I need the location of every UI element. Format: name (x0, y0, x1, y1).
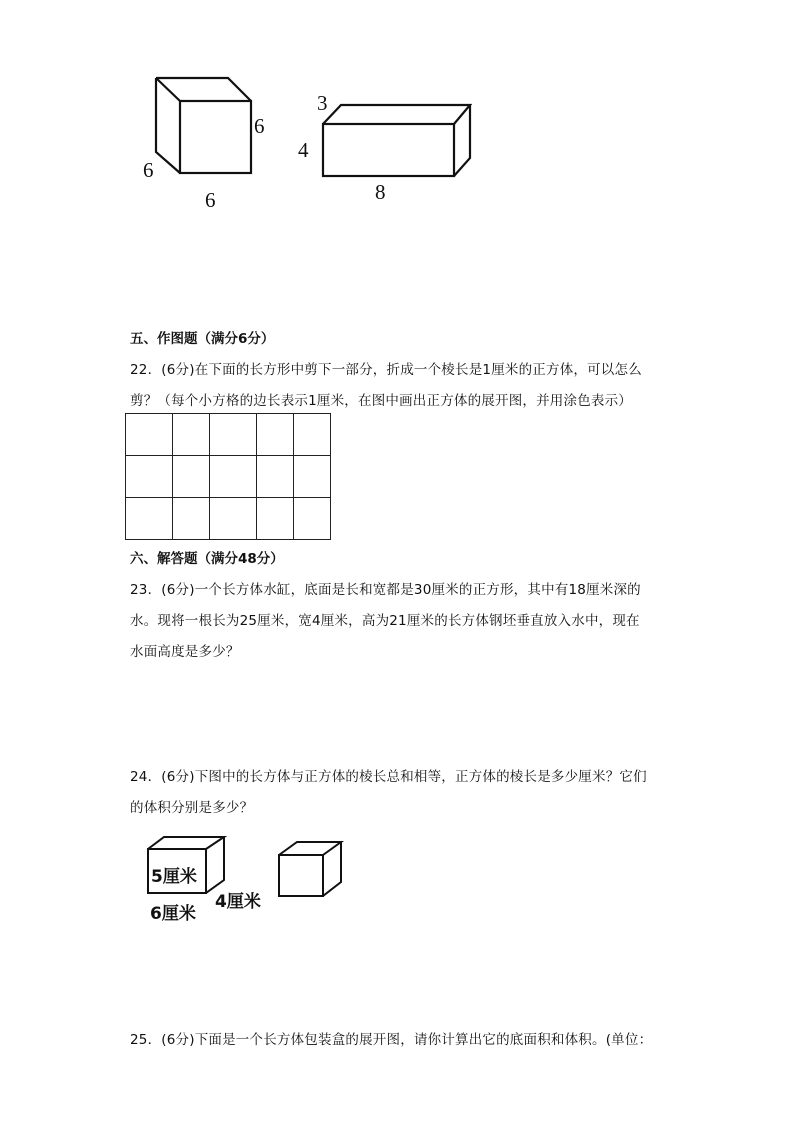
section-6-title: 六、解答题（满分48分） (130, 551, 284, 567)
cuboid-left-label: 4 (298, 138, 309, 162)
q23-line-3: 水面高度是多少？ (130, 644, 240, 660)
q25-line-1: 25．(6分)下面是一个长方体包装盒的展开图，请你计算出它的底面积和体积。(单位： (130, 1032, 653, 1048)
q24-line-1: 24．(6分)下图中的长方体与正方体的棱长总和相等，正方体的棱长是多少厘米？它们 (130, 769, 647, 785)
q22-line-2: 剪？（每个小方格的边长表示1厘米，在图中画出正方体的展开图，并用涂色表示） (130, 393, 632, 409)
q24-cuboid-right (206, 837, 224, 893)
q24-width-label: 4厘米 (215, 892, 261, 912)
q24-cube-right (323, 842, 341, 896)
cuboid-top-label: 3 (317, 91, 328, 115)
cube-left-label: 6 (143, 158, 154, 182)
q23-line-2: 水。现将一根长为25厘米，宽4厘米，高为21厘米的长方体钢坯垂直放入水中，现在 (130, 613, 640, 629)
q24-length-label: 6厘米 (150, 904, 196, 924)
cuboid-bottom-label: 8 (375, 180, 386, 204)
q23-line-1: 23．(6分)一个长方体水缸，底面是长和宽都是30厘米的正方形，其中有18厘米深的 (130, 582, 641, 598)
q24-cube-front (279, 855, 323, 896)
q24-cube-top (279, 842, 341, 855)
q24-height-label: 5厘米 (151, 867, 197, 887)
q24-cuboid-top (148, 837, 224, 849)
cube-right-label: 6 (254, 114, 265, 138)
cube-bottom-label: 6 (205, 188, 216, 212)
q22-line-1: 22．(6分)在下面的长方形中剪下一部分，折成一个棱长是1厘米的正方体，可以怎么 (130, 362, 642, 378)
q24-line-2: 的体积分别是多少？ (130, 800, 254, 816)
section-5-title: 五、作图题（满分6分） (130, 331, 275, 347)
